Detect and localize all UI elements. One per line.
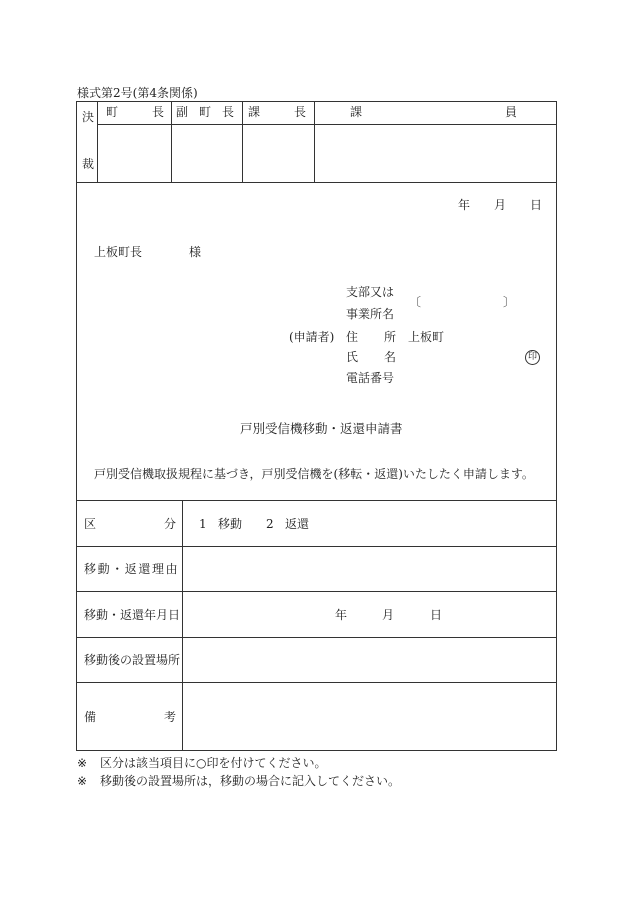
kubun-option-return[interactable]: 返還 [285,517,310,531]
branch-bracket-open: 〔 [409,295,422,309]
branch-name-field[interactable] [423,293,503,309]
date-month: 月 [494,198,507,212]
date-row-month: 月 [382,608,395,622]
branch-label-2: 事業所名 [346,307,395,321]
date-row-day: 日 [430,608,443,622]
approval-header-fuku-machou: 副 町 長 [176,105,234,119]
phone-field[interactable] [408,369,518,385]
name-field[interactable] [408,348,518,364]
note-1-text: 区分は該当項目に○印を付けてください。 [100,756,327,770]
form-right-border [556,101,557,751]
phone-label: 電話番号 [346,371,395,385]
form-number: 様式第2号(第4条関係) [77,86,198,100]
date-day: 日 [530,198,543,212]
name-label: 氏 名 [346,350,396,364]
note-2-mark: ※ [77,774,88,788]
note-2-text: 移動後の設置場所は，移動の場合に記入してください。 [100,774,401,788]
statement-text: 戸別受信機取扱規程に基づき，戸別受信機を(移転・返還)いたしたく申請します。 [94,467,534,481]
address-value[interactable]: 上板町 [408,330,445,344]
kubun-opt1-number: 1 [199,517,207,531]
seal-mark-icon: 印 [525,350,540,365]
place-field[interactable] [184,639,554,681]
approval-top-border [76,101,557,102]
approval-cell-fuku-machou[interactable] [172,125,241,181]
approval-cell-kain[interactable] [315,125,555,181]
kubun-option-move[interactable]: 移動 [218,517,243,531]
place-label: 移動後の設置場所 [84,653,181,667]
address-label: 住 所 [346,330,396,344]
remarks-field[interactable] [184,684,554,748]
addressee-name: 上板町長 [94,245,143,259]
branch-label-1: 支部又は [346,285,395,299]
form-title: 戸別受信機移動・返還申請書 [240,421,403,436]
approval-cell-kacho[interactable] [243,125,313,181]
applicant-label: (申請者) [289,330,335,344]
date-row-year: 年 [335,608,348,622]
label-col-divider [182,500,183,750]
approval-header-kain: 課 員 [350,105,517,119]
row-line-1 [76,500,557,501]
row-line-2 [76,546,557,547]
remarks-label: 備 考 [84,710,176,724]
approval-header-machou: 町 長 [106,105,164,119]
row-line-bottom [76,750,557,751]
approval-cell-machou[interactable] [98,125,170,181]
kubun-label: 区 分 [84,517,176,531]
reason-field[interactable] [184,548,554,590]
approval-side-top: 決 [82,110,95,124]
reason-label: 移動・返還理由 [84,562,180,576]
row-line-5 [76,682,557,683]
row-line-4 [76,637,557,638]
addressee-honorific: 様 [189,245,202,259]
form-left-border [76,101,77,751]
kubun-opt2-number: 2 [266,517,274,531]
approval-header-kacho: 課 長 [248,105,306,119]
date-row-label: 移動・返還年月日 [84,608,181,622]
approval-bottom-border [76,182,557,183]
branch-bracket-close: 〕 [503,295,516,309]
approval-side-bottom: 裁 [82,157,95,171]
row-line-3 [76,591,557,592]
date-year: 年 [458,198,471,212]
note-1-mark: ※ [77,756,88,770]
